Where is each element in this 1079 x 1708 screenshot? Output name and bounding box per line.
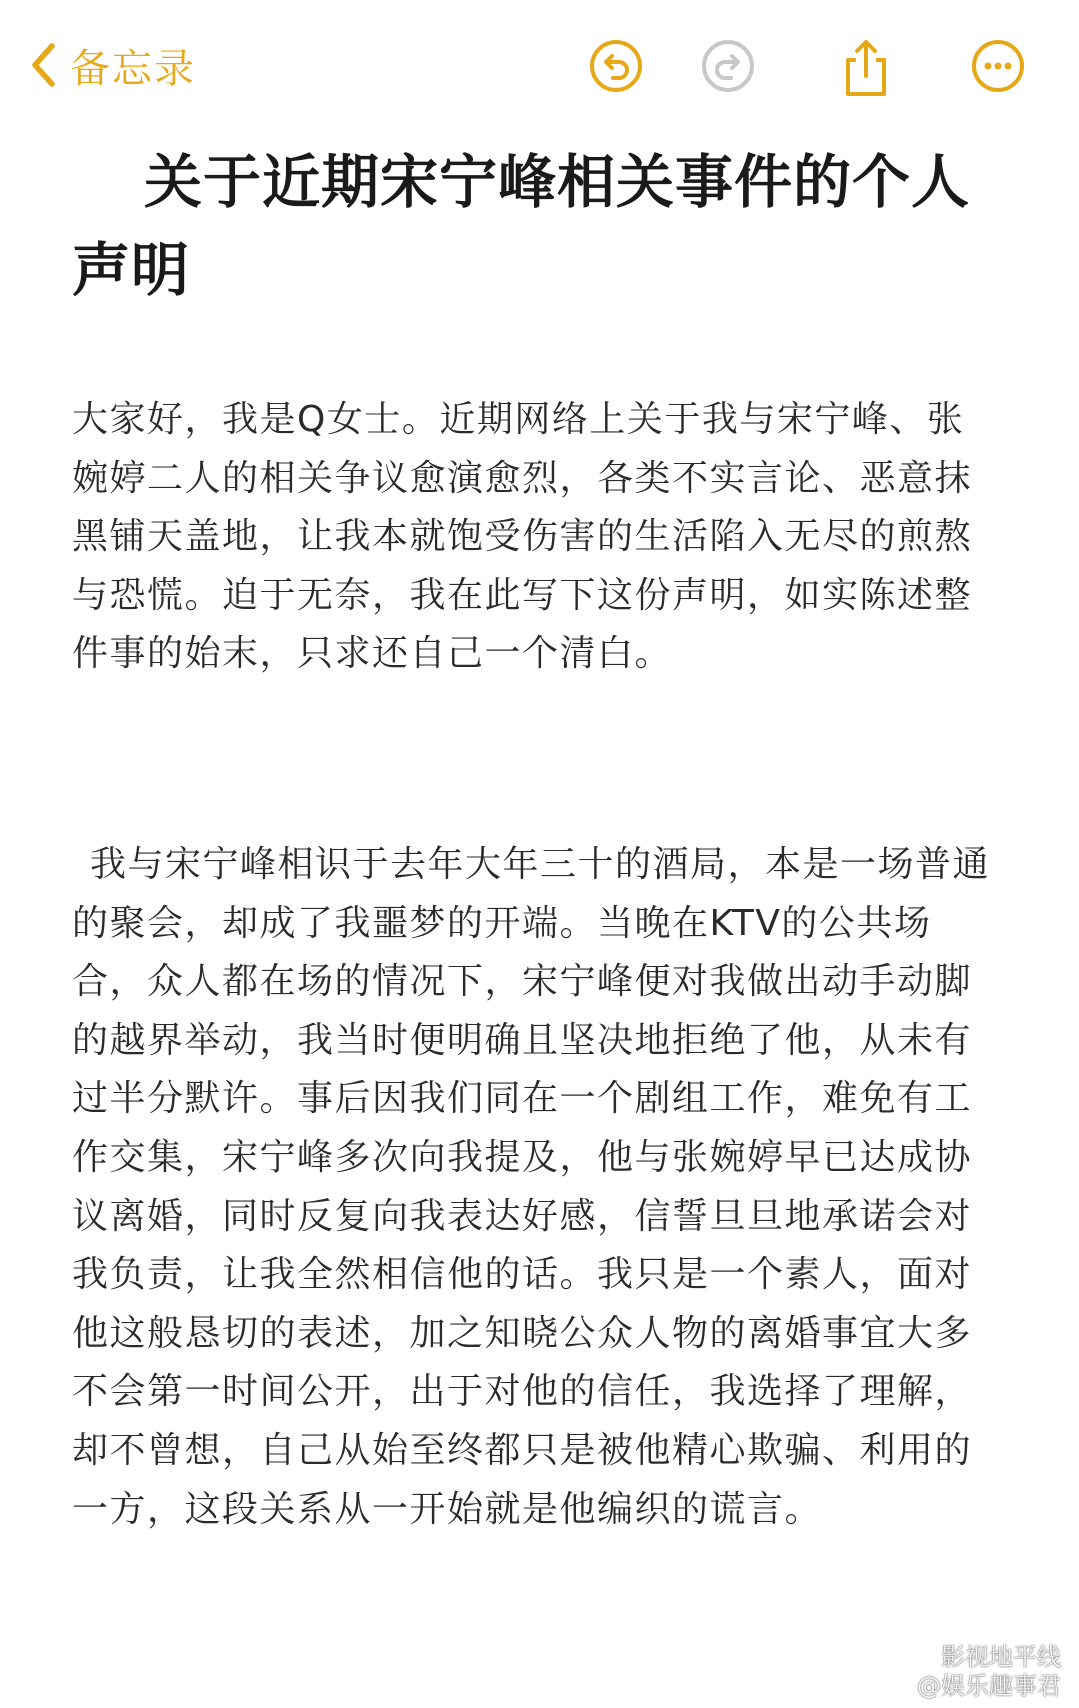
navigation-bar xyxy=(0,30,1079,100)
share-icon xyxy=(838,38,894,98)
chevron-left-icon xyxy=(30,42,56,88)
share-button[interactable] xyxy=(838,38,894,94)
note-paragraph[interactable]: 大家好，我是Q女士。近期网络上关于我与宋宁峰、张婉婷二人的相关争议愈演愈烈，各类不实言论、恶意抹黑铺天盖地，让我本就饱受伤害的生活陷入无尽的煎熬与恐慌。迫于无奈，我在此写下这份声明，如实陈述整件事的始末，只求还自己一个清白。 xyxy=(72,399,973,675)
redo-icon xyxy=(700,38,756,94)
weibo-logo-icon xyxy=(905,1642,935,1672)
back-label: 备忘录 xyxy=(70,45,196,92)
undo-icon xyxy=(588,38,644,94)
more-icon xyxy=(970,38,1026,94)
watermark-line1: 影视地平线 xyxy=(941,1643,1061,1671)
watermark xyxy=(905,1642,1061,1700)
redo-button[interactable] xyxy=(700,38,756,94)
note-title[interactable]: 关于近期宋宁峰相关事件的个人声明 xyxy=(72,148,971,304)
more-button[interactable] xyxy=(970,38,1026,94)
undo-button[interactable] xyxy=(588,38,644,94)
watermark-line2: @娱乐趣事君 xyxy=(917,1672,1061,1700)
note-paragraph[interactable]: 我与宋宁峰相识于去年大年三十的酒局，本是一场普通的聚会，却成了我噩梦的开端。当晚在KTV的公共场合，众人都在场的情况下，宋宁峰便对我做出动手动脚的越界举动，我当时便明确且坚决地拒绝了他，从未有过半分默许。事后因我们同在一个剧组工作，难免有工作交集，宋宁峰多次向我提及，他与张婉婷早已达成协议离婚，同时反复向我表达好感，信誓旦旦地承诺会对我负责，让我全然相信他的话。我只是一个素人，面对他这般恳切的表述，加之知晓公众人物的离婚事宜大多不会第一时间公开，出于对他的信任，我选择了理解，却不曾想，自己从始至终都只是被他精心欺骗、利用的一方，这段关系从一开始就是他编织的谎言。 xyxy=(72,844,991,1530)
back-button[interactable] xyxy=(30,38,196,92)
